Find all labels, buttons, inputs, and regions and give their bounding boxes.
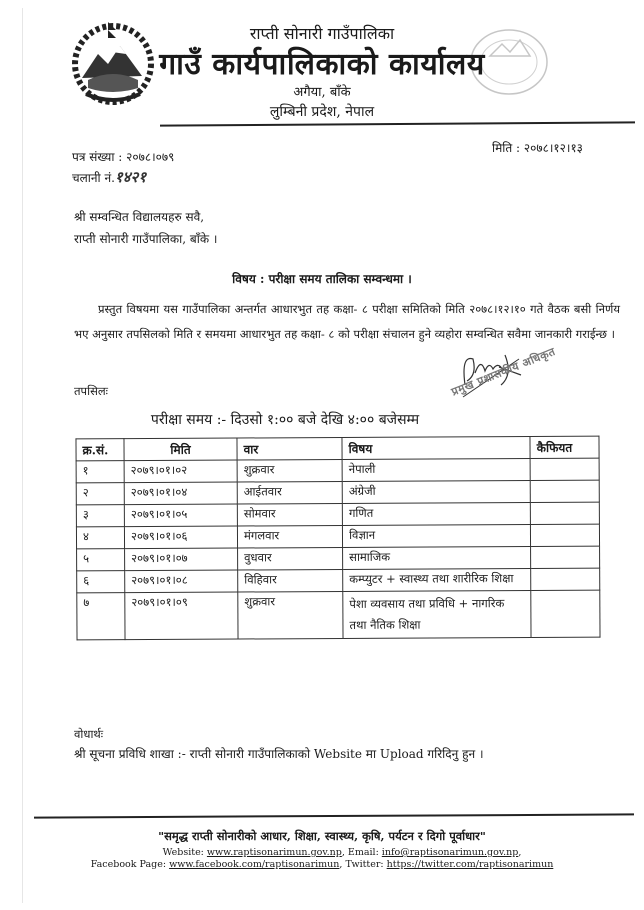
footer-contact-line-1 bbox=[0, 847, 644, 858]
cell-remark bbox=[530, 458, 599, 480]
cell-subject: पेशा व्यवसाय तथा प्रविधि + नागरिक तथा नैतिक शिक्षा bbox=[343, 590, 531, 638]
header-divider bbox=[160, 121, 635, 126]
cell-subject: नेपाली bbox=[342, 458, 530, 481]
table-row bbox=[76, 524, 599, 549]
cell-subject: विज्ञान bbox=[342, 524, 530, 547]
cell-date: २०७९।०१।०९ bbox=[125, 592, 238, 640]
cell-date: २०७९।०१।०४ bbox=[124, 482, 237, 505]
cell-remark bbox=[531, 546, 600, 568]
table-row bbox=[77, 568, 600, 593]
cell-serial: १ bbox=[76, 461, 124, 483]
cell-remark bbox=[531, 568, 600, 590]
email-link[interactable]: info@raptisonarimun.gov.np bbox=[381, 847, 519, 858]
cell-remark bbox=[531, 502, 600, 524]
cell-remark bbox=[531, 524, 600, 546]
cell-serial: ६ bbox=[77, 571, 125, 593]
table-row bbox=[76, 480, 599, 505]
header-serial: क्र.सं. bbox=[76, 439, 124, 461]
footer-contact-line-2 bbox=[0, 859, 644, 870]
exam-schedule-table bbox=[75, 436, 600, 641]
table-row bbox=[76, 458, 599, 483]
office-location: अगैया, बाँके bbox=[293, 85, 351, 100]
facebook-link[interactable]: www.facebook.com/raptisonarimun bbox=[169, 859, 340, 870]
table-row bbox=[76, 502, 599, 527]
twitter-label: , Twitter: bbox=[339, 859, 387, 870]
cell-day: सोमवार bbox=[237, 503, 342, 526]
reference-number bbox=[72, 148, 174, 165]
it-section-note: श्री सूचना प्रविधि शाखा :- राप्ती सोनारी गाउँपालिकाको Website मा Upload गरिदिनु हुन । bbox=[74, 747, 484, 761]
cell-subject: सामाजिक bbox=[343, 546, 531, 569]
exam-time: परीक्षा समय :- दिउसो १:०० बजे देखि ४:०० बजेसम्म bbox=[150, 412, 420, 428]
letter-subject: विषय : परीक्षा समय तालिका सम्वन्धमा । bbox=[232, 272, 412, 286]
cell-serial: ४ bbox=[76, 527, 124, 549]
cell-day: वुधवार bbox=[238, 547, 343, 570]
twitter-link[interactable]: https://twitter.com/raptisonarimun bbox=[386, 859, 554, 870]
cell-subject: गणित bbox=[342, 502, 530, 525]
cell-date: २०७९।०१।०२ bbox=[124, 460, 237, 483]
header-subject: विषय bbox=[342, 436, 530, 459]
table-header-row bbox=[76, 436, 599, 461]
cell-day: मंगलवार bbox=[237, 525, 342, 548]
letter-body: प्रस्तुत विषयमा यस गाउँपालिका अन्तर्गत आधारभुत तह कक्षा- ८ परीक्षा समितिको मिति २०७८।१२।१० गते वैठक बसी निर्णय भए अनुसार तपसिलको मिति र समयमा आधारभुत तह कक्षा- ८ को परीक्षा संचालन हुने व्यहोरा सम्वन्धित सवैमा जानकारी गराईन्छ । bbox=[74, 302, 620, 341]
dispatch-value: १४२१ bbox=[114, 168, 147, 186]
email-label: , Email: bbox=[341, 847, 382, 858]
cell-date: २०७९।०१।०७ bbox=[125, 548, 238, 571]
reference-label: पत्र संख्या : bbox=[72, 150, 127, 164]
cell-serial: ५ bbox=[77, 549, 125, 571]
cell-serial: २ bbox=[76, 483, 124, 505]
for-information-label: वोधार्थः bbox=[74, 727, 104, 741]
date-label: मिति : bbox=[492, 141, 524, 155]
website-link[interactable]: www.raptisonarimun.gov.np bbox=[206, 847, 342, 858]
municipality-name: राप्ती सोनारी गाउँपालिका bbox=[249, 24, 395, 43]
cell-subject: कम्प्युटर + स्वास्थ्य तथा शारीरिक शिक्षा bbox=[343, 568, 531, 591]
footer-divider bbox=[34, 813, 634, 818]
footer-motto: "समृद्ध राप्ती सोनारीको आधार, शिक्षा, स्वास्थ्य, कृषि, पर्यटन र दिगो पूर्वाधार" bbox=[158, 829, 486, 843]
recipient-line-1: श्री सम्वन्धित विद्यालयहरु सवै, bbox=[74, 210, 205, 224]
cell-day: शुक्रवार bbox=[237, 459, 342, 482]
cell-serial: ३ bbox=[76, 505, 124, 527]
cell-date: २०७९।०१।०८ bbox=[125, 570, 238, 593]
dispatch-number bbox=[72, 167, 146, 187]
cell-subject: अंग्रेजी bbox=[342, 480, 530, 503]
dispatch-label: चलानी नं. bbox=[72, 171, 115, 185]
header-day: वार bbox=[237, 437, 342, 460]
letter-date bbox=[492, 139, 583, 156]
cell-serial: ७ bbox=[77, 593, 125, 640]
header-date: मिति bbox=[124, 438, 237, 461]
cell-remark bbox=[530, 480, 599, 502]
details-label: तपसिलः bbox=[74, 384, 108, 398]
page-edge bbox=[22, 8, 23, 903]
website-label: Website: bbox=[162, 847, 207, 858]
date-value: २०७८।१२।१३ bbox=[523, 141, 583, 155]
email-end: , bbox=[518, 847, 522, 858]
cell-remark bbox=[531, 590, 600, 637]
recipient-line-2: राप्ती सोनारी गाउँपालिका, बाँके । bbox=[74, 232, 218, 246]
signature-stamp: प्रमुख प्रशासकीय अधिकृत bbox=[449, 344, 558, 399]
cell-date: २०७९।०१।०५ bbox=[124, 504, 237, 527]
facebook-label: Facebook Page: bbox=[90, 859, 170, 870]
office-title: गाउँ कार्यपालिकाको कार्यालय bbox=[159, 47, 485, 82]
reference-value: २०७८।०७९ bbox=[126, 150, 175, 164]
table-row bbox=[77, 546, 600, 571]
cell-date: २०७९।०१।०६ bbox=[124, 526, 237, 549]
cell-day: आईतवार bbox=[237, 481, 342, 504]
cell-day: शुक्रवार bbox=[238, 591, 343, 639]
table-row bbox=[77, 590, 600, 640]
cell-day: विहिवार bbox=[238, 569, 343, 592]
header-remark: कैफियत bbox=[530, 436, 599, 458]
office-province: लुम्बिनी प्रदेश, नेपाल bbox=[269, 104, 375, 120]
